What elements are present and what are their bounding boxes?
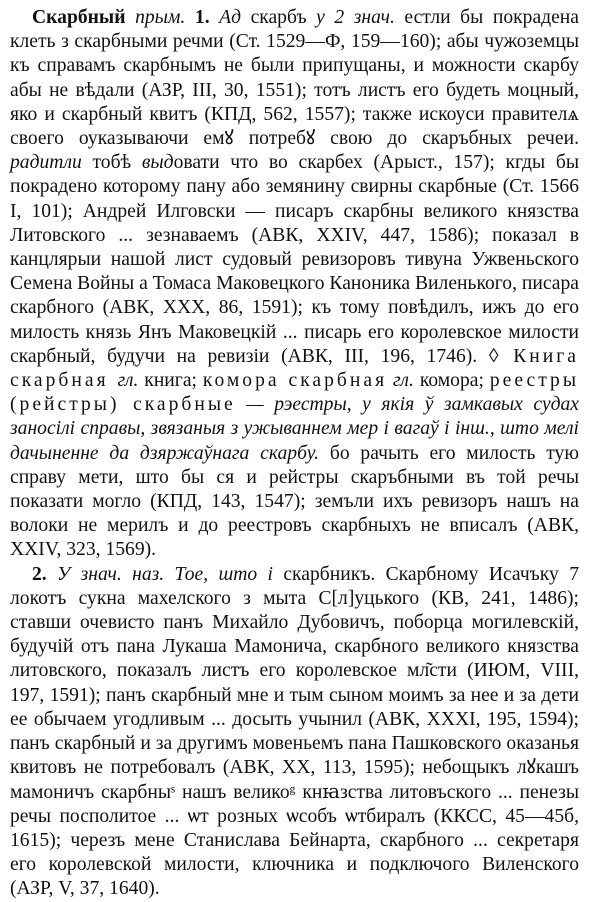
- sense-1-paragraph: [10, 6, 579, 563]
- sense-1-gloss: Ад: [219, 7, 242, 28]
- sense-2-text: скарбникъ. Скарбному Исачъку 7 локотъ сукна махелского з мыта С[л]уцького (КВ, 241, 1486); ставши очевисто панъ Михайло Дубовичъ, поборца могилевскій, будучій отъ пана Лукаша Мамонича, скарбного великого князства литовского, показалъ листъ его королевское мл͂сти (ИЮМ, VIII, 197, 1591); панъ скарбный мне и тым сыном моимъ за нее и за дети ее обычаем угодливым ... досыть учынил (АВК, XXXI, 195, 1594); панъ скарбный и за другимъ мовеньемъ пана Пашковского оказанья квитовъ не потребовалъ (АВК, XX, 113, 1595); небощыкъ лꙋкашъ мамоничъ скарбныˢ нашъ великоᵍ кнꙗзства литовъского ... пенезы речы посполитое ... ѡт розных ѡсобъ ѡтбиралъ (ККСС, 45—45б, 1615); черезъ мене Станислава Бейнарта, скарбного ... секретаря его королевской милости, ключника и подключого Виленского (АЗР, V, 37, 1640).: [10, 563, 580, 900]
- sense-1-text-b: естли бы покрадена клеть з скарбными речми (Ст. 1529—Ф, 159—160); абы чужоземцы къ справамъ скарбнымъ не были припущаны, и можности скарбу абы не вѣдали (АЗР, III, 30, 1551); тотъ листъ его будеть моцный, яко и скарбный квитъ (КПД, 562, 1557); также искоуси правителѧ своего оуказываючи емꙋ потребꙋ свою до скаръбных речеи.: [10, 7, 579, 150]
- sense-1-text-g: бо рачыть его милость тую справу мети, што бы ся и рейстры скаръбными въ той речы показати могло (КПД, 143, 1547); земъли ихъ ревизоръ нашъ на волоки не мерилъ и до реестровъ скарбныхъ не вписалъ (АВК, XXIV, 323, 1569).: [10, 442, 579, 561]
- sense-1-text-f: овати что во скарбех (Арыст., 157); кгды бы покрадено которому пану або земянину свирны скарбные (Ст. 1566 I, 101); Андрей Илговски — писаръ скарбны великого князства Литовского ... зезнаваемъ (АВК, XXIV, 447, 1586); показал в канцлярыи нашой лист судовый ревизоровъ тивуна Ужвеньского Семена Войны а Томаса Маковецкого Каноника Виленького, писара скарбного (АВК, XXX, 86, 1591); къ тому повѣдилъ, ижъ до его милость князь Янъ Маковецкій ... писарь его королевское милости скарбный, будучи на ревизіи (АВК, III, 196, 1746).: [10, 152, 580, 367]
- phrase-3: реестры (рейстры) скарбные: [10, 370, 579, 416]
- sense-2-paragraph: [10, 563, 579, 902]
- sense-1-text-c: радитли: [10, 152, 82, 174]
- part-of-speech: прым.: [135, 7, 186, 28]
- headword: Скарбный: [32, 7, 126, 28]
- phrase-1-gloss: гл.: [117, 370, 139, 392]
- phrase-2-equivalent: комора;: [413, 370, 490, 392]
- phrase-1: Книга скарбная: [10, 345, 579, 392]
- sense-1-number: 1.: [194, 7, 210, 28]
- phrase-2: комора скарбная: [202, 370, 388, 392]
- phrase-3-definition: — рэестры, у якія ў замкавых судах заносілі справы, звязаныя з ужываннем мер і вагаў і інш., што мелі дачыненне да дзяржаўнага скарбу.: [10, 394, 579, 464]
- phrase-2-gloss: гл.: [393, 370, 414, 392]
- phrase-1-equivalent: книга;: [138, 370, 203, 392]
- sense-1-text-e: выд: [141, 152, 174, 174]
- sense-1-text-a: скарбъ: [241, 7, 317, 28]
- sense-2-gloss: У знач. наз. Тое, што і: [46, 563, 273, 585]
- sense-2-number: 2.: [32, 563, 47, 585]
- phrase-diamond: ◊: [488, 345, 499, 367]
- sense-1-ref: у 2 знач.: [316, 7, 395, 28]
- sense-1-text-d: тобѣ: [81, 152, 142, 174]
